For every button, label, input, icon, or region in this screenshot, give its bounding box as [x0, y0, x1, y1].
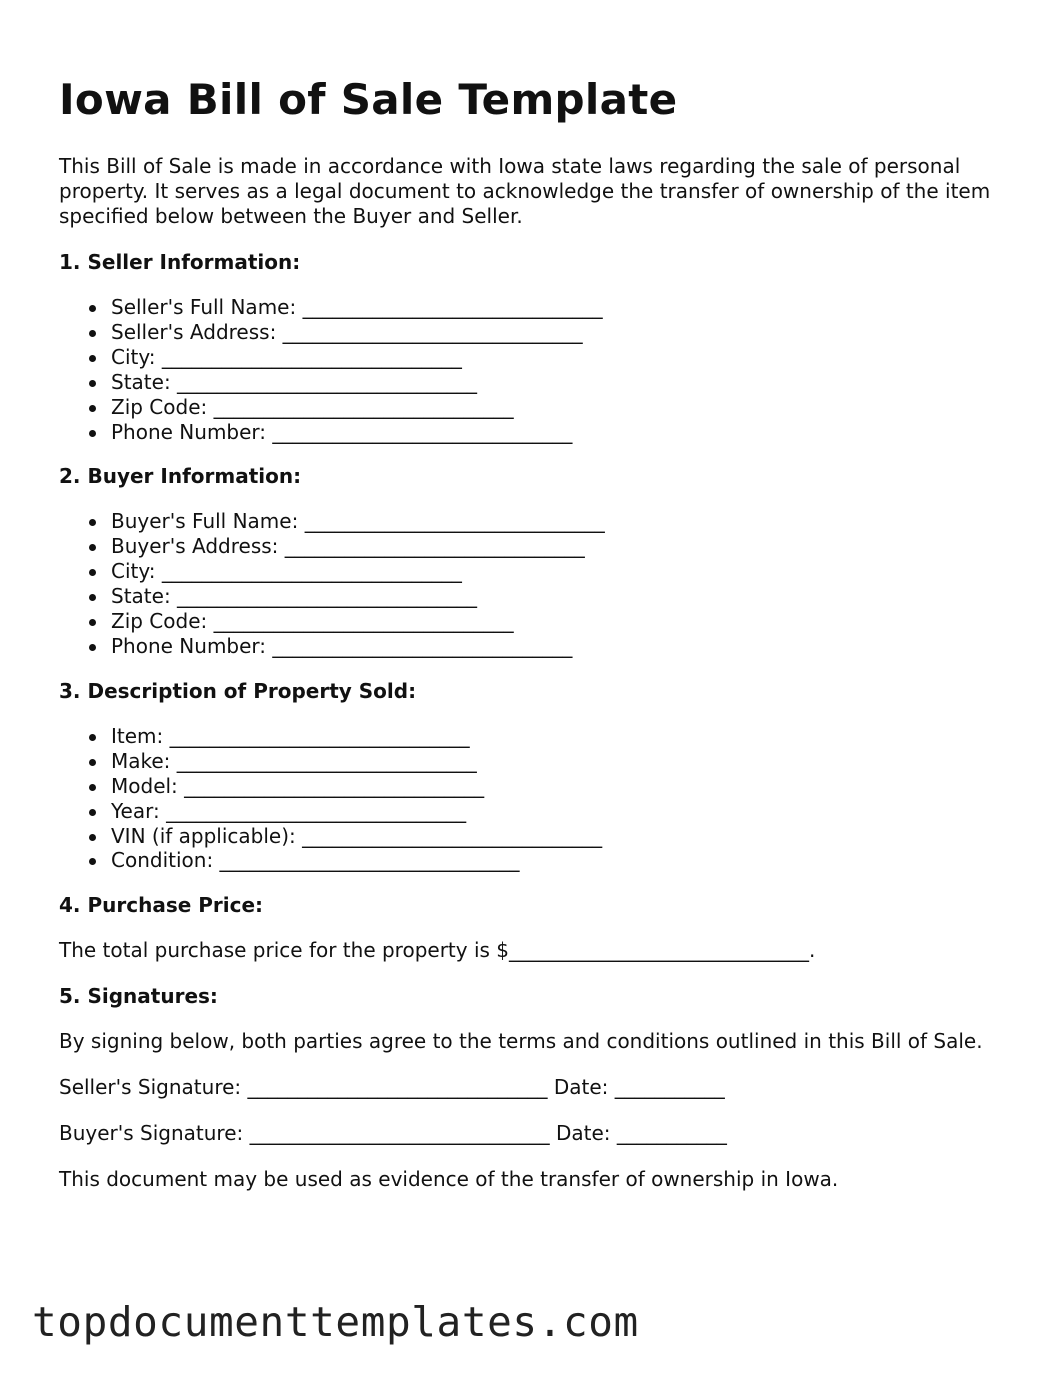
signatures-statement: By signing below, both parties agree to the terms and conditions outlined in this Bill of Sale.	[59, 1029, 983, 1054]
buyer-phone-field: Phone Number: ______________________________	[111, 634, 1009, 659]
seller-signature-line: Seller's Signature: ______________________________ Date: ___________	[59, 1075, 725, 1100]
buyer-city-field: City: ______________________________	[111, 559, 1009, 584]
property-condition-field: Condition: ______________________________	[111, 848, 1009, 873]
seller-name-field: Seller's Full Name: ______________________________	[111, 295, 1009, 320]
document-title: Iowa Bill of Sale Template	[59, 75, 678, 124]
property-vin-field: VIN (if applicable): ______________________________	[111, 824, 1009, 849]
price-heading: 4. Purchase Price:	[59, 893, 264, 918]
buyer-zip-field: Zip Code: ______________________________	[111, 609, 1009, 634]
seller-address-field: Seller's Address: ______________________________	[111, 320, 1009, 345]
closing-statement: This document may be used as evidence of the transfer of ownership in Iowa.	[59, 1167, 839, 1192]
seller-zip-field: Zip Code: ______________________________	[111, 395, 1009, 420]
seller-field-list	[59, 295, 1009, 444]
buyer-name-field: Buyer's Full Name: ______________________________	[111, 509, 1009, 534]
property-item-field: Item: ______________________________	[111, 724, 1009, 749]
document-page	[59, 72, 1009, 1192]
seller-city-field: City: ______________________________	[111, 345, 1009, 370]
property-field-list	[59, 724, 1009, 873]
property-year-field: Year: ______________________________	[111, 799, 1009, 824]
property-heading: 3. Description of Property Sold:	[59, 678, 417, 703]
seller-state-field: State: ______________________________	[111, 370, 1009, 395]
signatures-heading: 5. Signatures:	[59, 984, 218, 1009]
seller-phone-field: Phone Number: ______________________________	[111, 420, 1009, 445]
property-model-field: Model: ______________________________	[111, 774, 1009, 799]
buyer-signature-line: Buyer's Signature: ______________________________ Date: ___________	[59, 1121, 727, 1146]
price-statement: The total purchase price for the property is $______________________________.	[59, 938, 816, 963]
buyer-heading: 2. Buyer Information:	[59, 464, 302, 489]
buyer-field-list	[59, 509, 1009, 658]
intro-paragraph: This Bill of Sale is made in accordance with Iowa state laws regarding the sale of personal property. It serves as a legal document to acknowledge the transfer of ownership of the item specified below between the Buyer and Seller.	[59, 154, 991, 228]
buyer-address-field: Buyer's Address: ______________________________	[111, 534, 1009, 559]
property-make-field: Make: ______________________________	[111, 749, 1009, 774]
seller-heading: 1. Seller Information:	[59, 250, 301, 274]
site-watermark: topdocumenttemplates.com	[32, 1298, 639, 1346]
buyer-state-field: State: ______________________________	[111, 584, 1009, 609]
